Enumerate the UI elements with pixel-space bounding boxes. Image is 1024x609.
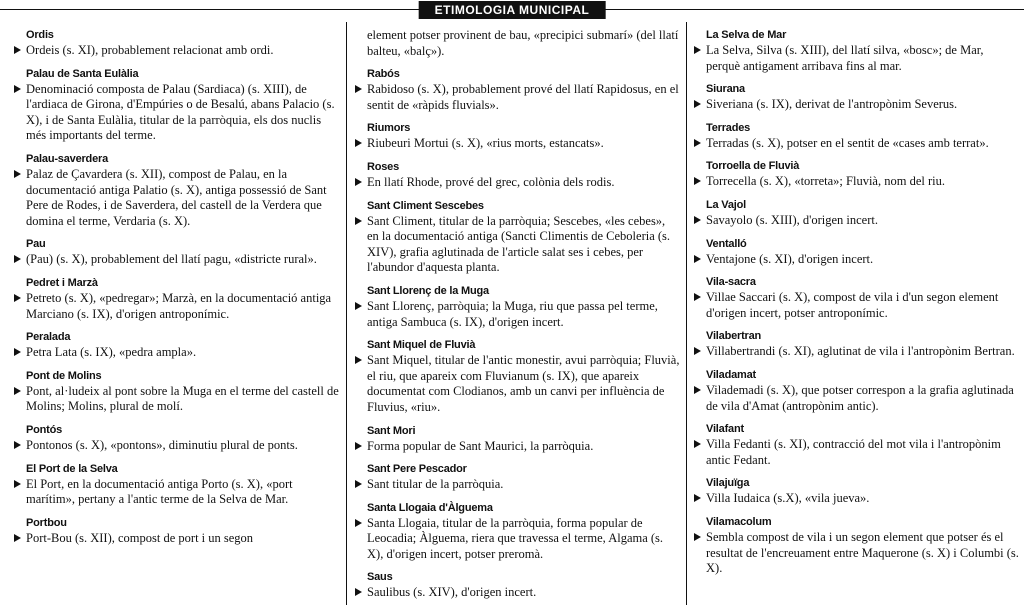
- entry-title: Torroella de Fluvià: [706, 160, 800, 173]
- entry-title: Sant Pere Pescador: [367, 463, 467, 476]
- entry-text: [694, 252, 1019, 268]
- entry-body: Sembla compost de vila i un segon element que potser és el resultat de l'encreuament entre Maquerone (s. X) i Columbi (s. X).: [706, 529, 1019, 576]
- entry: [694, 476, 1019, 507]
- entry: [355, 199, 680, 276]
- entry: [355, 121, 680, 152]
- entry: [355, 501, 680, 563]
- entry-body: Petreto (s. X), «pedregar»; Marzà, en la documentació antiga Marciano (s. IX), d'origen antroponímic.: [26, 290, 332, 321]
- entry-title: Rabós: [367, 68, 400, 81]
- entry-title: Sant Climent Sescebes: [367, 199, 484, 212]
- entry-text: [694, 491, 1019, 507]
- bullet-triangle-icon: [355, 85, 362, 93]
- entry-body: Terradas (s. X), potser en el sentit de «cases amb terrat».: [706, 135, 989, 150]
- bullet-triangle-icon: [694, 533, 701, 541]
- entry-text: [355, 82, 680, 113]
- entry: [355, 284, 680, 330]
- entry-title: Peralada: [26, 331, 71, 344]
- entry: [694, 515, 1019, 577]
- entry-title: Roses: [367, 160, 400, 173]
- entry-body: Rabidoso (s. X), probablement prové del llatí Rapidosus, en el sentit de «ràpids fluvials».: [367, 82, 679, 112]
- entry-body: Pontonos (s. X), «pontons», diminutiu plural de ponts.: [26, 437, 298, 452]
- bullet-triangle-icon: [355, 302, 362, 310]
- entry-continuation: [355, 28, 680, 59]
- entry-title: Pontós: [26, 423, 63, 436]
- entry: [14, 516, 340, 547]
- bullet-triangle-icon: [14, 255, 21, 263]
- entry-text: [355, 136, 680, 152]
- bullet-triangle-icon: [355, 480, 362, 488]
- bullet-triangle-icon: [14, 170, 21, 178]
- entry-text: [14, 252, 340, 268]
- entry-title: Santa Llogaia d'Àlguema: [367, 501, 493, 514]
- entry-text: [14, 531, 340, 547]
- entry-title: Terrades: [706, 121, 751, 134]
- column-3: [694, 28, 1019, 585]
- bullet-triangle-icon: [355, 139, 362, 147]
- entry-text: [14, 384, 340, 415]
- page-title: ETIMOLOGIA MUNICIPAL: [419, 1, 606, 19]
- entry-text: [694, 174, 1019, 190]
- entry: [694, 121, 1019, 152]
- entry-text: [694, 383, 1019, 414]
- entry-text: [355, 299, 680, 330]
- bullet-triangle-icon: [694, 255, 701, 263]
- entry: [14, 330, 340, 361]
- entry-body: Riubeuri Mortui (s. X), «rius morts, estancats».: [367, 136, 604, 151]
- entry-title: Sant Mori: [367, 424, 416, 437]
- entry-text: [355, 353, 680, 415]
- entry-text: element potser provinent de bau, «precipici submarí» (del llatí balteu, «balç»).: [367, 28, 679, 58]
- entry: [355, 424, 680, 455]
- entry-title: Ventalló: [706, 237, 747, 250]
- entry-title: Portbou: [26, 516, 67, 529]
- entry-text: [14, 82, 340, 144]
- entry-text: [14, 345, 340, 361]
- entry-title: Pont de Molins: [26, 369, 102, 382]
- entry-text: [355, 439, 680, 455]
- bullet-triangle-icon: [355, 356, 362, 364]
- entry-body: Siveriana (s. IX), derivat de l'antropònim Severus.: [706, 97, 958, 112]
- entry: [694, 159, 1019, 190]
- entry-body: Savayolo (s. XIII), d'origen incert.: [706, 212, 878, 227]
- entry: [694, 329, 1019, 360]
- entry-title: Sant Miquel de Fluvià: [367, 339, 476, 352]
- entry: [694, 368, 1019, 414]
- entry-body: Villae Saccari (s. X), compost de vila i d'un segon element d'origen incert, potser antroponímic.: [706, 290, 999, 320]
- column-2: [355, 28, 680, 609]
- entry-body: Palaz de Çavardera (s. XII), compost de Palau, en la documentació antiga Palatio (s. X), antiga possessió de Sant Pere de Rodes, i de Saverdera, del castell de la Verdera que domina el terme, Verdaria (s. X).: [26, 166, 327, 228]
- entry-title: El Port de la Selva: [26, 462, 118, 475]
- entry: [14, 237, 340, 268]
- entry-text: [694, 136, 1019, 152]
- entry-title: La Vajol: [706, 198, 746, 211]
- entry-body: (Pau) (s. X), probablement del llatí pagu, «districte rural».: [26, 252, 317, 267]
- header-bar: [0, 0, 1024, 20]
- entry-title: Vilabertran: [706, 330, 762, 343]
- entry-title: Vilajuïga: [706, 477, 750, 490]
- entry-title: Viladamat: [706, 368, 756, 381]
- bullet-triangle-icon: [14, 85, 21, 93]
- entry-text: [14, 43, 340, 59]
- entry: [14, 462, 340, 508]
- bullet-triangle-icon: [694, 46, 701, 54]
- entry-title: Saus: [367, 571, 393, 584]
- entry: [694, 275, 1019, 321]
- entry-body: Sant Llorenç, parròquia; la Muga, riu que passa pel terme, antiga Sambuca (s. IX), d'origen incert.: [367, 298, 658, 329]
- entry-body: Saulibus (s. XIV), d'origen incert.: [367, 585, 537, 600]
- entry: [355, 462, 680, 493]
- entry: [694, 422, 1019, 468]
- bullet-triangle-icon: [694, 216, 701, 224]
- entry-body: La Selva, Silva (s. XIII), del llatí silva, «bosc»; de Mar, perquè antigament arribava fins al mar.: [706, 43, 984, 73]
- column-1: [14, 28, 340, 554]
- entry: [694, 198, 1019, 229]
- entry: [14, 67, 340, 144]
- entry: [14, 276, 340, 322]
- entry-text: [355, 585, 680, 601]
- entry-body: El Port, en la documentació antiga Porto (s. X), «port marítim», pertany a l'antic terme de la Selva de Mar.: [26, 476, 293, 507]
- entry-title: Vila-sacra: [706, 276, 756, 289]
- entry-body: Villabertrandi (s. XI), aglutinat de vila i l'antropònim Bertran.: [706, 344, 1015, 359]
- entry-title: Riumors: [367, 122, 411, 135]
- bullet-triangle-icon: [14, 480, 21, 488]
- bullet-triangle-icon: [694, 177, 701, 185]
- bullet-triangle-icon: [355, 588, 362, 596]
- entry-title: Sant Llorenç de la Muga: [367, 284, 489, 297]
- entry-text: [355, 214, 680, 276]
- entry: [694, 82, 1019, 113]
- entry: [14, 152, 340, 229]
- bullet-triangle-icon: [14, 534, 21, 542]
- column-divider: [346, 22, 347, 605]
- bullet-triangle-icon: [694, 293, 701, 301]
- bullet-triangle-icon: [355, 178, 362, 186]
- entry-text: [14, 291, 340, 322]
- bullet-triangle-icon: [694, 494, 701, 502]
- entry-text: [694, 43, 1019, 74]
- entry-body: Forma popular de Sant Maurici, la parròquia.: [367, 438, 594, 453]
- entry: [14, 28, 340, 59]
- entry-title: Vilamacolum: [706, 515, 772, 528]
- column-divider: [686, 22, 687, 605]
- entry-body: Ventajone (s. XI), d'origen incert.: [706, 251, 874, 266]
- bullet-triangle-icon: [355, 442, 362, 450]
- entry-body: Denominació composta de Palau (Sardiaca) (s. XIII), de l'ardiaca de Girona, d'Empúries o de Besalú, abans Palacio (s. X), i de Santa Eulàlia, titular de la parròquia, els dos nuclis més importants del terme.: [26, 81, 335, 143]
- entry-text: [355, 477, 680, 493]
- entry-title: La Selva de Mar: [706, 29, 787, 41]
- entry: [694, 28, 1019, 74]
- entry-text: [355, 516, 680, 563]
- entry-body: Sant titular de la parròquia.: [367, 477, 504, 492]
- entry-body: Vilademadi (s. X), que potser correspon a la grafia aglutinada de vila d'Amat (antropònim antic).: [706, 382, 1014, 413]
- entry-body: Sant Miquel, titular de l'antic monestir, avui parròquia; Fluvià, el riu, que apareix com Fluvianum (s. IX), que apareix documentat com Clodianos, amb un canvi per influència de Fluvius, «riu».: [367, 353, 680, 414]
- entry: [694, 237, 1019, 268]
- bullet-triangle-icon: [14, 46, 21, 54]
- entry-text: [694, 344, 1019, 360]
- entry: [14, 369, 340, 415]
- entry-title: Palau-saverdera: [26, 152, 108, 165]
- bullet-triangle-icon: [355, 217, 362, 225]
- bullet-triangle-icon: [14, 441, 21, 449]
- entry-text: [694, 213, 1019, 229]
- entry-text: [14, 438, 340, 454]
- entry-body: Sant Climent, titular de la parròquia; Sescebes, «les cebes», en la documentació antiga (Sancti Climentis de Ceboleria (s. XIV), grafia aglutinada de l'article salat ses i cebes, per l'abundor d'aquesta planta.: [367, 213, 671, 275]
- entry-body: Petra Lata (s. IX), «pedra ampla».: [26, 345, 197, 360]
- entry: [355, 570, 680, 601]
- entry: [355, 160, 680, 191]
- bullet-triangle-icon: [14, 294, 21, 302]
- entry-text: [694, 530, 1019, 577]
- entry-body: Villa Iudaica (s.X), «vila jueva».: [706, 491, 870, 506]
- entry-body: Port-Bou (s. XII), compost de port i un segon: [26, 530, 254, 545]
- bullet-triangle-icon: [694, 386, 701, 394]
- entry-text: [694, 437, 1019, 468]
- entry-title: Vilafant: [706, 423, 744, 436]
- bullet-triangle-icon: [694, 100, 701, 108]
- entry-body: Ordeis (s. XI), probablement relacionat amb ordi.: [26, 43, 274, 57]
- entry: [355, 338, 680, 415]
- entry: [355, 67, 680, 113]
- bullet-triangle-icon: [694, 440, 701, 448]
- entry-text: [355, 175, 680, 191]
- entry-body: En llatí Rhode, prové del grec, colònia dels rodis.: [367, 174, 615, 189]
- entry: [14, 423, 340, 454]
- entry-body: Torrecella (s. X), «torreta»; Fluvià, nom del riu.: [706, 174, 945, 189]
- entry-text: [694, 97, 1019, 113]
- entry-title: Ordis: [26, 29, 54, 41]
- entry-body: Villa Fedanti (s. XI), contracció del mot vila i l'antropònim antic Fedant.: [706, 437, 1001, 467]
- bullet-triangle-icon: [355, 519, 362, 527]
- entry-text: [14, 167, 340, 229]
- bullet-triangle-icon: [14, 348, 21, 356]
- entry-text: [694, 290, 1019, 321]
- entry-body: Santa Llogaia, titular de la parròquia, forma popular de Leocadia; Àlguema, riera que travessa el terme, Algama (s. X), d'origen incert, potser preromà.: [367, 515, 664, 561]
- bullet-triangle-icon: [694, 139, 701, 147]
- bullet-triangle-icon: [694, 347, 701, 355]
- bullet-triangle-icon: [14, 387, 21, 395]
- entry-title: Siurana: [706, 83, 745, 96]
- entry-text: [14, 477, 340, 508]
- entry-body: Pont, al·ludeix al pont sobre la Muga en el terme del castell de Molins; Molins, plural de molí.: [26, 383, 339, 414]
- entry-title: Pedret i Marzà: [26, 276, 98, 289]
- entry-title: Palau de Santa Eulàlia: [26, 67, 139, 80]
- entry-title: Pau: [26, 238, 46, 251]
